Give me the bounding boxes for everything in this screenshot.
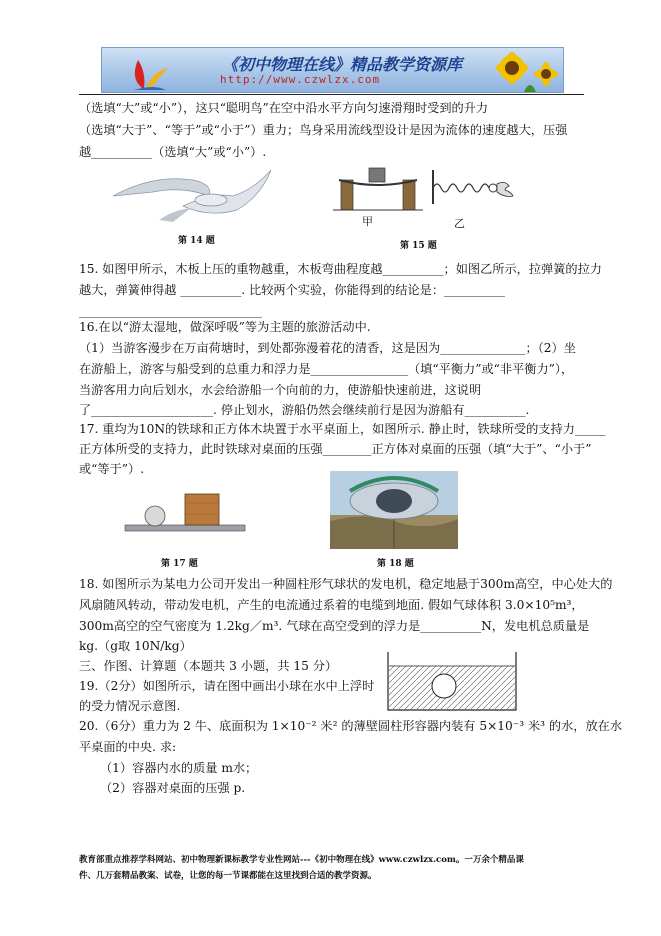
- q15-line2: 越大，弹簧伸得越 __________. 比较两个实验，你能得到的结论是：__________: [79, 283, 505, 297]
- q19-line1: 19.（2分）如图所示，请在图中画出小球在水中上浮时: [79, 679, 375, 693]
- banner-title: 《初中物理在线》精品教学资源库: [222, 55, 463, 74]
- q18-line1: 18. 如图所示为某电力公司开发出一种圆柱形气球状的发电机，稳定地悬于300m高空，中心处大的: [79, 577, 613, 591]
- q19-line2: 的受力情况示意图.: [79, 699, 181, 713]
- q15-line1: 15. 如图甲所示，木板上压的重物越重，木板弯曲程度越__________；如图乙所示，拉弹簧的拉力: [79, 262, 602, 276]
- q16-line2: （1）当游客漫步在万亩荷塘时，到处都弥漫着花的清香，这是因为______________；（2）坐: [79, 341, 576, 355]
- section3-heading: 三、作图、计算题（本题共 3 小题，共 15 分）: [79, 659, 338, 673]
- q18-line3: 300m高空的空气密度为 1.2kg／m³. 气球在高空受到的浮力是__________N，发电机总质量是: [79, 619, 590, 633]
- q20-part2: （2）容器对桌面的压强 p.: [100, 781, 246, 795]
- q16-line4: 当游客用力向后划水，水会给游船一个向前的力，使游船快速前进，这说明: [79, 383, 482, 397]
- q20-line1: 20.（6分）重力为 2 牛、底面积为 1×10⁻² 米² 的薄壁圆柱形容器内装有 5×10⁻³ 米³ 的水，放在水: [79, 719, 623, 733]
- logo-icon: [124, 48, 174, 92]
- caption-fig18: 第 18 题: [377, 559, 414, 569]
- q14-line2: （选填“大于”、“等于”或“小于”）重力；鸟身采用流线型设计是因为流体的速度越大，压强: [79, 123, 568, 137]
- header-rule: [79, 94, 584, 95]
- q17-line2: 正方体所受的支持力，此时铁球对桌面的压强________正方体对桌面的压强（填“大于”、“小于”: [79, 442, 592, 456]
- label-yi: 乙: [454, 217, 465, 230]
- banner-url[interactable]: http://www.czwlzx.com: [220, 73, 381, 86]
- q20-line2: 平桌面的中央. 求:: [79, 740, 177, 754]
- robot-bird-figure: [113, 166, 273, 224]
- airborne-turbine-figure: [330, 471, 458, 549]
- q16-line3: 在游船上，游客与船受到的总重力和浮力是________________（填“平衡力”或“非平衡力”），: [79, 362, 574, 376]
- q16-line1: 16.在以“游太湿地，做深呼吸”等为主题的旅游活动中.: [79, 320, 371, 334]
- water-container-figure: [386, 650, 518, 712]
- q18-line4: kg.（g取 10N/kg）: [79, 639, 192, 653]
- caption-fig17: 第 17 题: [161, 559, 198, 569]
- footer-line2: 件、几万套精品教案、试卷，让您的每一节课都能在这里找到合适的教学资源。: [79, 871, 377, 881]
- q14-line3: 越__________（选填“大”或“小”）.: [79, 145, 267, 159]
- ball-and-cube-figure: [125, 490, 265, 540]
- caption-fig15: 第 15 题: [400, 241, 437, 251]
- footer-line1: 教育部重点推荐学科网站、初中物理新课标教学专业性网站---《初中物理在线》www.czwlzx.com。一万余个精品课: [79, 855, 524, 865]
- site-banner: [101, 47, 564, 93]
- q17-line3: 或“等于”）.: [79, 462, 145, 476]
- label-jia: 甲: [362, 215, 373, 228]
- q18-line2: 风扇随风转动，带动发电机，产生的电流通过系着的电缆到地面. 假如气球体积 3.0×10⁵m³，: [79, 598, 584, 612]
- q15-line3: ______________________________: [79, 304, 262, 318]
- q16-line5: 了____________________. 停止划水，游船仍然会继续前行是因为游船有__________.: [79, 403, 530, 417]
- q14-line1: （选填“大”或“小”），这只“聪明鸟”在空中沿水平方向匀速滑翔时受到的升力: [79, 101, 489, 115]
- q17-line1: 17. 重均为10N的铁球和正方体木块置于水平桌面上，如图所示. 静止时，铁球所受的支持力_____: [79, 422, 606, 436]
- sunflower-icon: [484, 48, 564, 92]
- q20-part1: （1）容器内水的质量 m水；: [100, 761, 258, 775]
- caption-fig14: 第 14 题: [178, 236, 215, 246]
